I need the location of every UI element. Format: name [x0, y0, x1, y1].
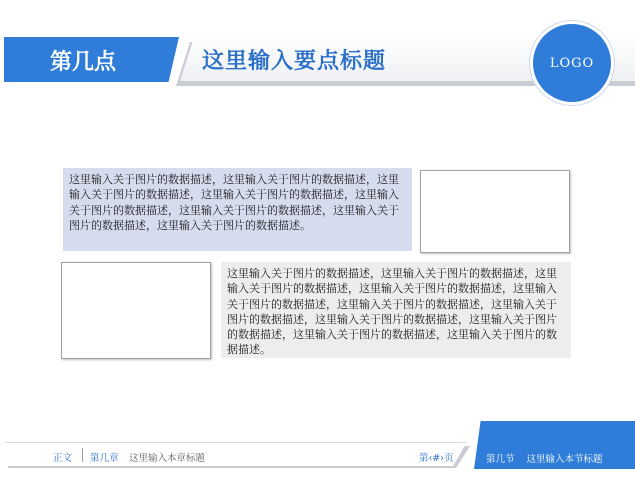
- footer-chapter: 第几章: [90, 453, 119, 464]
- image-placeholder-2: [61, 262, 211, 359]
- section-tab-label: 第几点: [50, 50, 117, 75]
- text-block-2: 这里输入关于图片的数据描述，这里输入关于图片的数据描述，这里输入关于图片的数据描述，这里输入关于图片的数据描述，这里输入关于图片的数据描述，这里输入关于图片的数据描述，这里输入关于图片的数据描述，这里输入关于图片的数据描述，这里输入关于图片的数据描述，这里输入关于图片的数据描述，这里输入关于图片的数据描述。: [221, 262, 571, 358]
- footer-section-label: [486, 451, 603, 465]
- logo-text: LOGO: [549, 55, 595, 71]
- image-placeholder-1: [420, 170, 570, 253]
- footer-bar: [5, 442, 467, 466]
- text-block-1: 这里输入关于图片的数据描述，这里输入关于图片的数据描述，这里输入关于图片的数据描述，这里输入关于图片的数据描述，这里输入关于图片的数据描述，这里输入关于图片的数据描述，这里输入关于图片的数据描述，这里输入关于图片的数据描述。: [63, 168, 412, 251]
- footer-divider: [82, 448, 83, 462]
- footer-section-title: 这里输入本节标题: [526, 454, 603, 465]
- footer-page-number: 第‹#›页: [419, 453, 454, 464]
- footer-section: 第几节: [486, 454, 515, 465]
- footer-body-label: 正文: [53, 453, 73, 464]
- footer-chapter-title: 这里输入本章标题: [129, 453, 206, 464]
- page-title: 这里输入要点标题: [202, 49, 387, 74]
- logo: [533, 24, 611, 102]
